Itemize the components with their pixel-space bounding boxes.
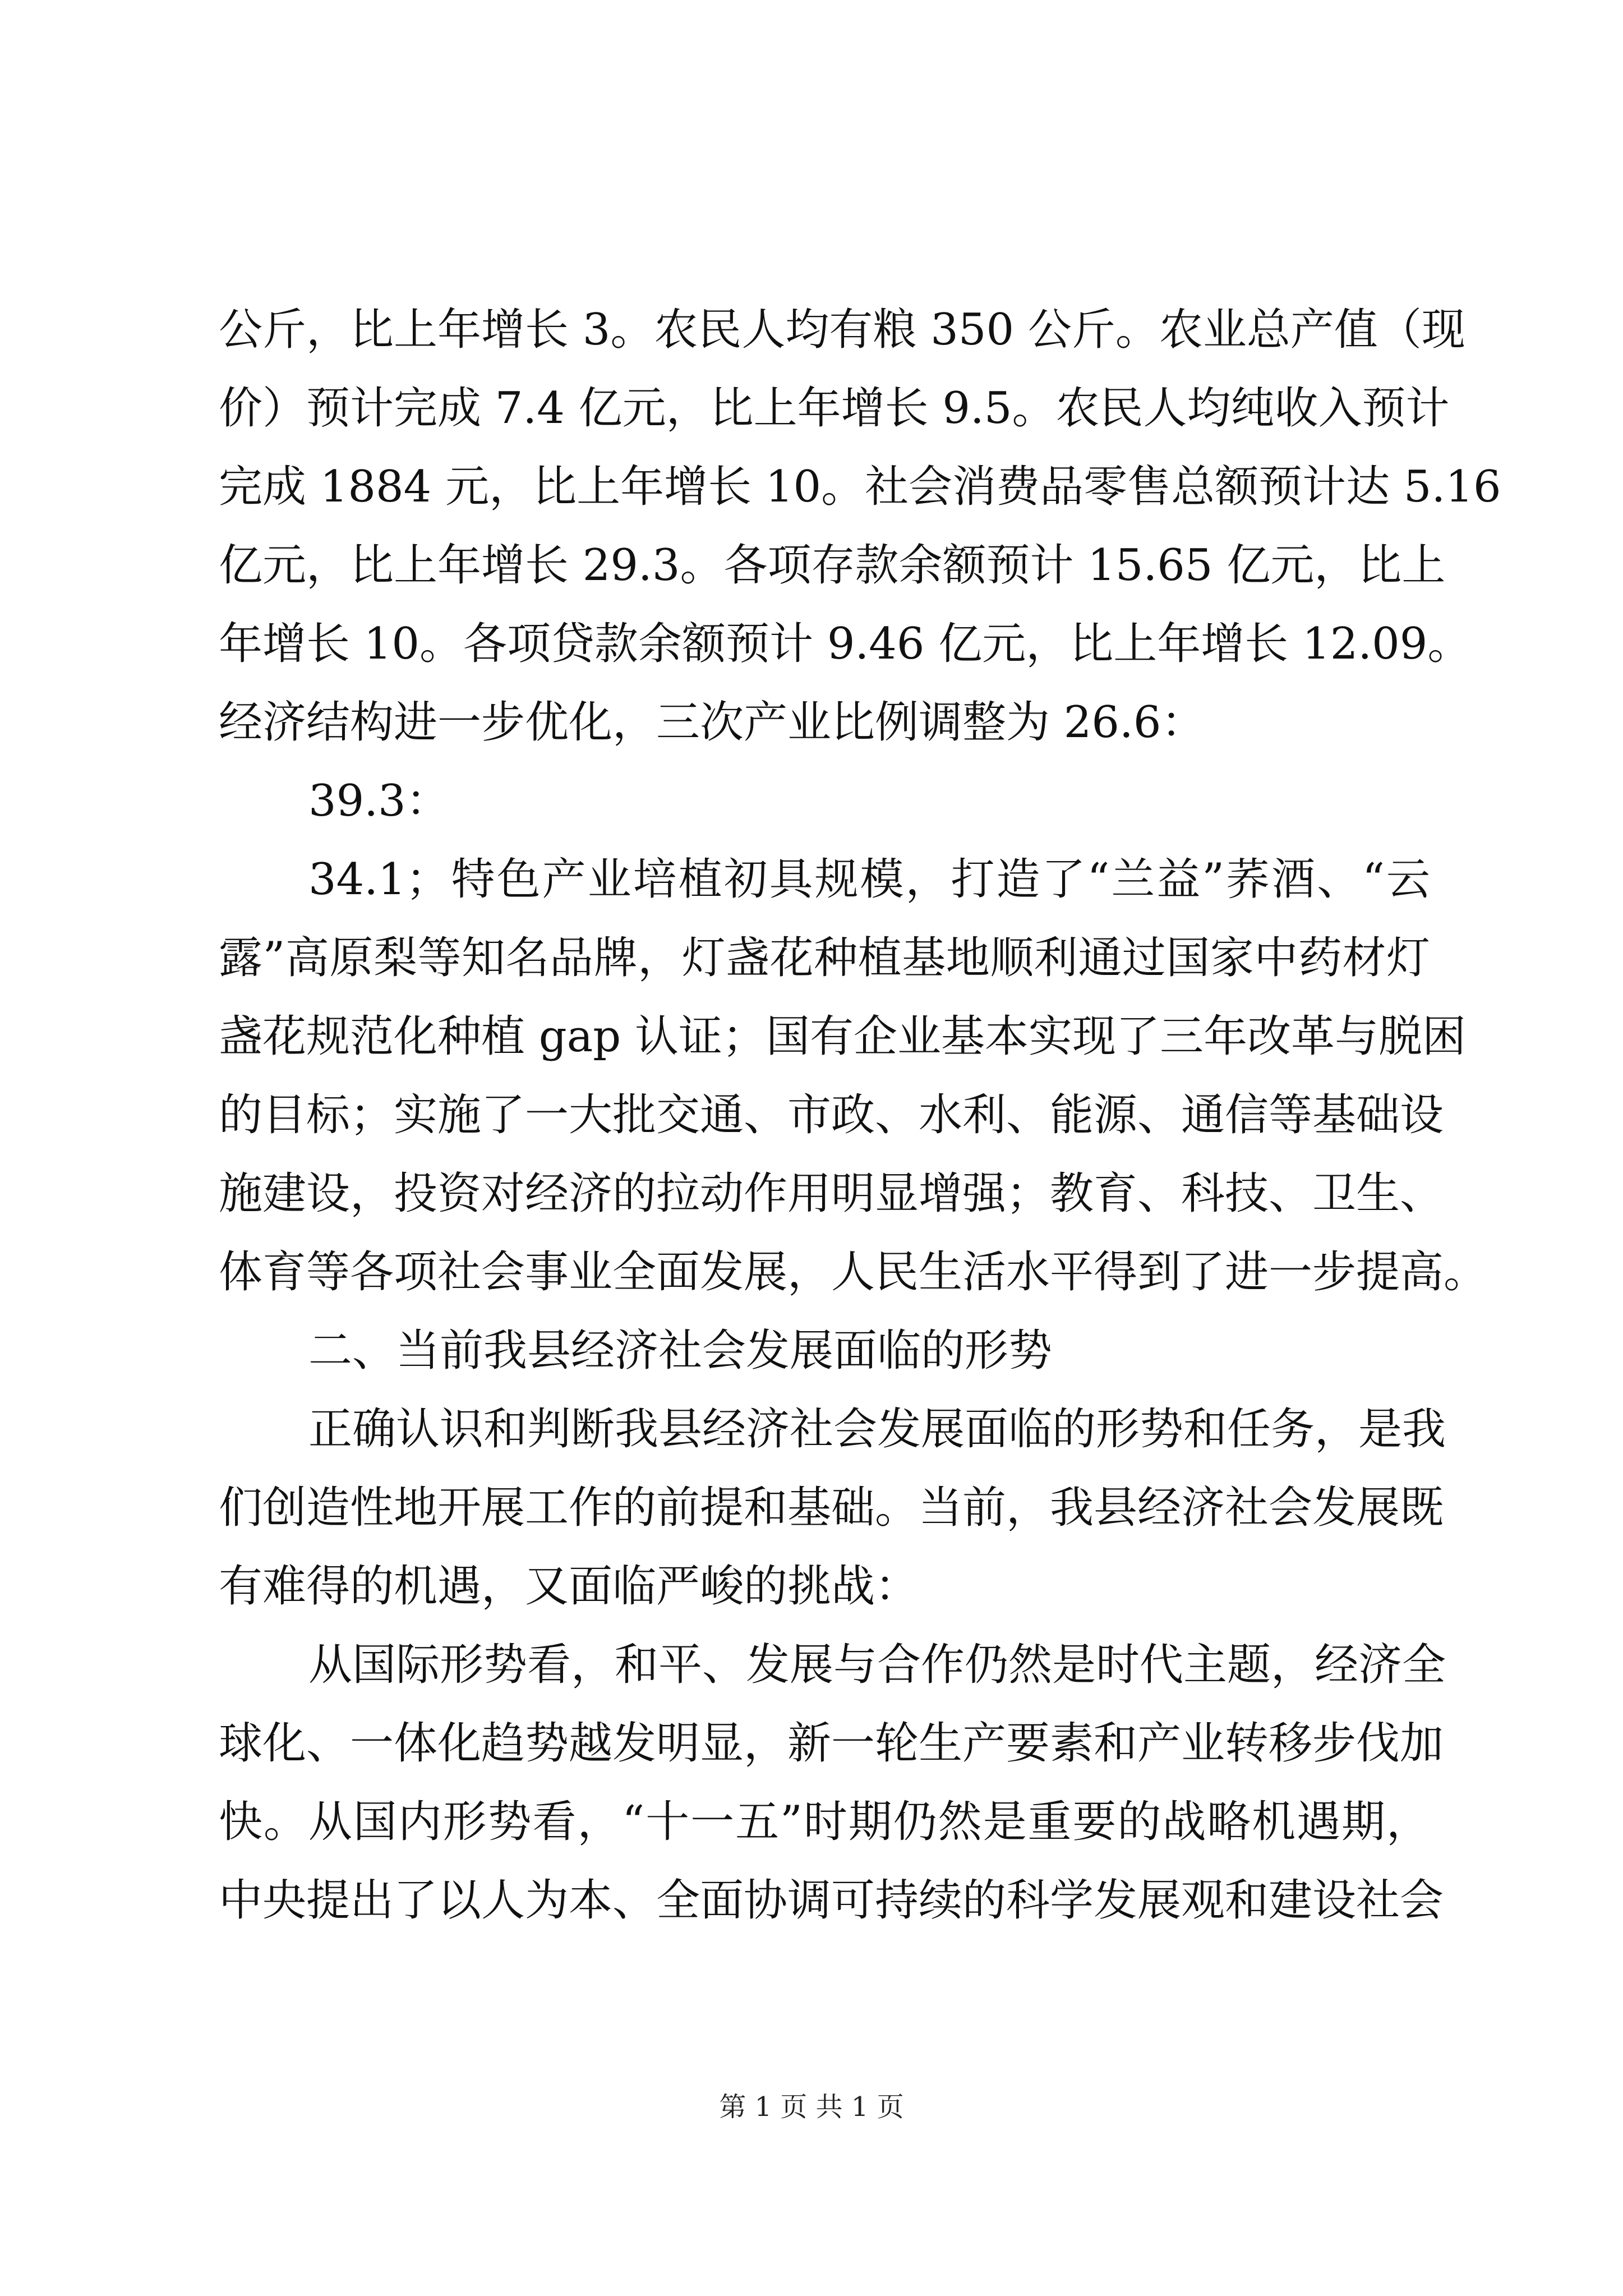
text-line: 露”高原梨等知名品牌，灯盏花种植基地顺利通过国家中药材灯 <box>219 933 1430 983</box>
text-line: 公斤，比上年增长 3。农民人均有粮 350 公斤。农业总产值（现 <box>219 305 1465 355</box>
text-line: 34.1；特色产业培植初具规模，打造了“兰益”荞酒、“云 <box>308 854 1430 905</box>
text-line: 盏花规范化种植 gap 认证；国有企业基本实现了三年改革与脱困 <box>219 1011 1466 1062</box>
text-line: 们创造性地开展工作的前提和基础。当前，我县经济社会发展既 <box>219 1483 1444 1533</box>
text-line: 完成 1884 元，比上年增长 10。社会消费品零售总额预计达 5.16 <box>219 462 1501 512</box>
text-line: 年增长 10。各项贷款余额预计 9.46 亿元，比上年增长 12.09。 <box>219 619 1472 669</box>
text-line: 经济结构进一步优化，三次产业比例调整为 26.6： <box>219 697 1205 748</box>
text-line: 中央提出了以人为本、全面协调可持续的科学发展观和建设社会 <box>219 1875 1444 1926</box>
text-line: 球化、一体化趋势越发明显，新一轮生产要素和产业转移步伐加 <box>219 1718 1444 1769</box>
text-line: 快。从国内形势看，“十一五”时期仍然是重要的战略机遇期， <box>219 1797 1430 1847</box>
text-line: 价）预计完成 7.4 亿元，比上年增长 9.5。农民人均纯收入预计 <box>219 383 1450 434</box>
text-line: 从国际形势看，和平、发展与合作仍然是时代主题，经济全 <box>308 1640 1446 1690</box>
text-line: 体育等各项社会事业全面发展，人民生活水平得到了进一步提高。 <box>219 1247 1488 1297</box>
page-footer <box>0 2090 1623 2124</box>
text-line: 亿元，比上年增长 29.3。各项存款余额预计 15.65 亿元，比上 <box>219 540 1446 591</box>
page-number-label: 第 1 页 共 1 页 <box>719 2091 904 2123</box>
text-line: 正确认识和判断我县经济社会发展面临的形势和任务，是我 <box>308 1404 1446 1455</box>
text-line: 的目标；实施了一大批交通、市政、水利、能源、通信等基础设 <box>219 1090 1444 1140</box>
text-line: 39.3： <box>308 776 450 826</box>
text-line: 有难得的机遇，又面临严峻的挑战： <box>219 1561 919 1612</box>
document-body <box>219 291 1501 1940</box>
text-line: 施建设，投资对经济的拉动作用明显增强；教育、科技、卫生、 <box>219 1168 1444 1219</box>
section-heading: 二、当前我县经济社会发展面临的形势 <box>308 1326 1053 1376</box>
